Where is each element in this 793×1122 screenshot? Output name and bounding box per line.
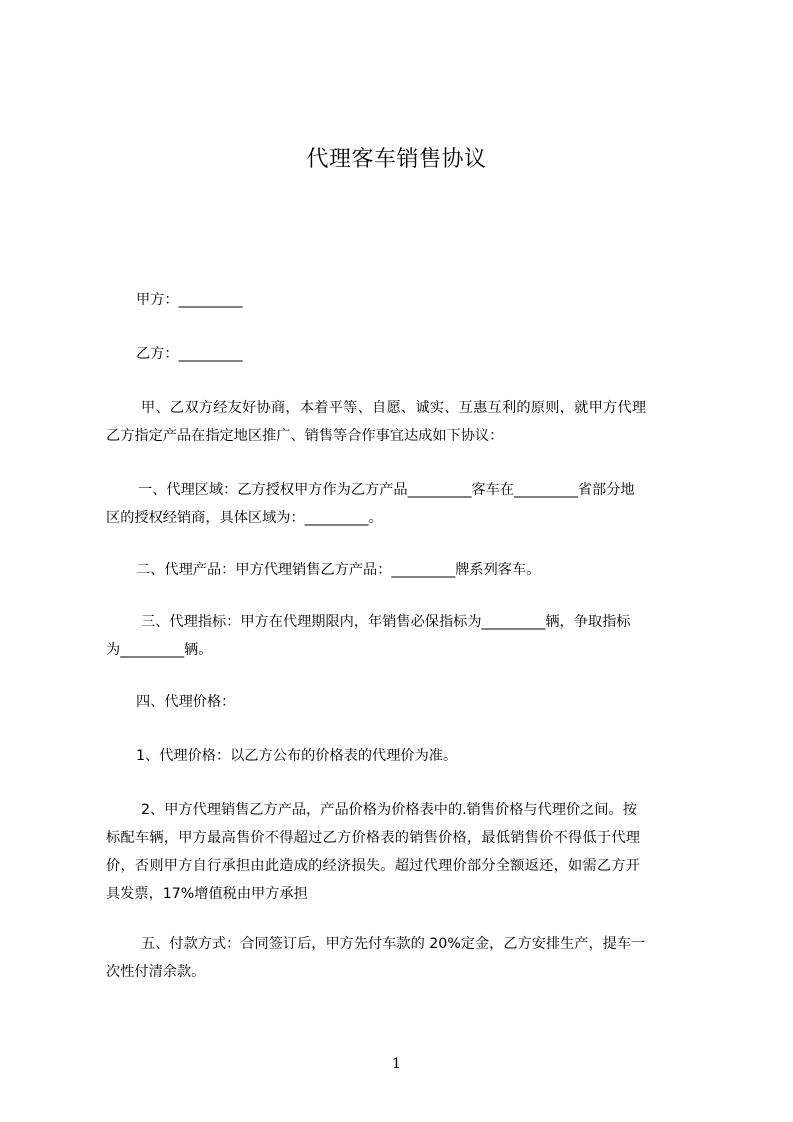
- section5-line-1: 五、付款方式：合同签订后，甲方先付车款的 20%定金，乙方安排生产，提车一: [141, 936, 646, 952]
- intro-line-2: 乙方指定产品在指定地区推广、销售等合作事宜达成如下协议：: [106, 428, 504, 444]
- party-a-line: 甲方：_________: [136, 292, 243, 308]
- page-number: 1: [392, 1056, 401, 1072]
- section4-item1: 1、代理价格：以乙方公布的价格表的代理价为准。: [136, 748, 458, 764]
- document-title: 代理客车销售协议: [306, 147, 487, 172]
- party-b-line: 乙方：_________: [136, 346, 243, 362]
- section4-item2-line-3: 价，否则甲方自行承担由此造成的经济损失。超过代理价部分全额返还，如需乙方开: [106, 858, 641, 874]
- section4-item2-line-1: 2、甲方代理销售乙方产品，产品价格为价格表中的.销售价格与代理价之间。按: [141, 802, 637, 818]
- section5-line-2: 次性付清余款。: [106, 964, 206, 980]
- section1-line-2: 区的授权经销商，具体区域为：_________。: [106, 510, 383, 526]
- section4-item2-line-4: 具发票，17%增值税由甲方承担: [106, 886, 308, 902]
- section1-line-1: 一、代理区域：乙方授权甲方作为乙方产品_________客车在_________省部分地: [138, 482, 635, 498]
- section4-heading: 四、代理价格：: [136, 694, 236, 710]
- section2-line: 二、代理产品：甲方代理销售乙方产品：_________牌系列客车。: [136, 562, 541, 578]
- section4-item2-line-2: 标配车辆，甲方最高售价不得超过乙方价格表的销售价格，最低销售价不得低于代理: [106, 830, 641, 846]
- intro-line-1: 甲、乙双方经友好协商，本着平等、自愿、诚实、互惠互利的原则，就甲方代理: [141, 400, 647, 416]
- section3-line-2: 为_________辆。: [106, 642, 213, 658]
- section3-line-1: 三、代理指标：甲方在代理期限内，年销售必保指标为_________辆，争取指标: [141, 614, 631, 630]
